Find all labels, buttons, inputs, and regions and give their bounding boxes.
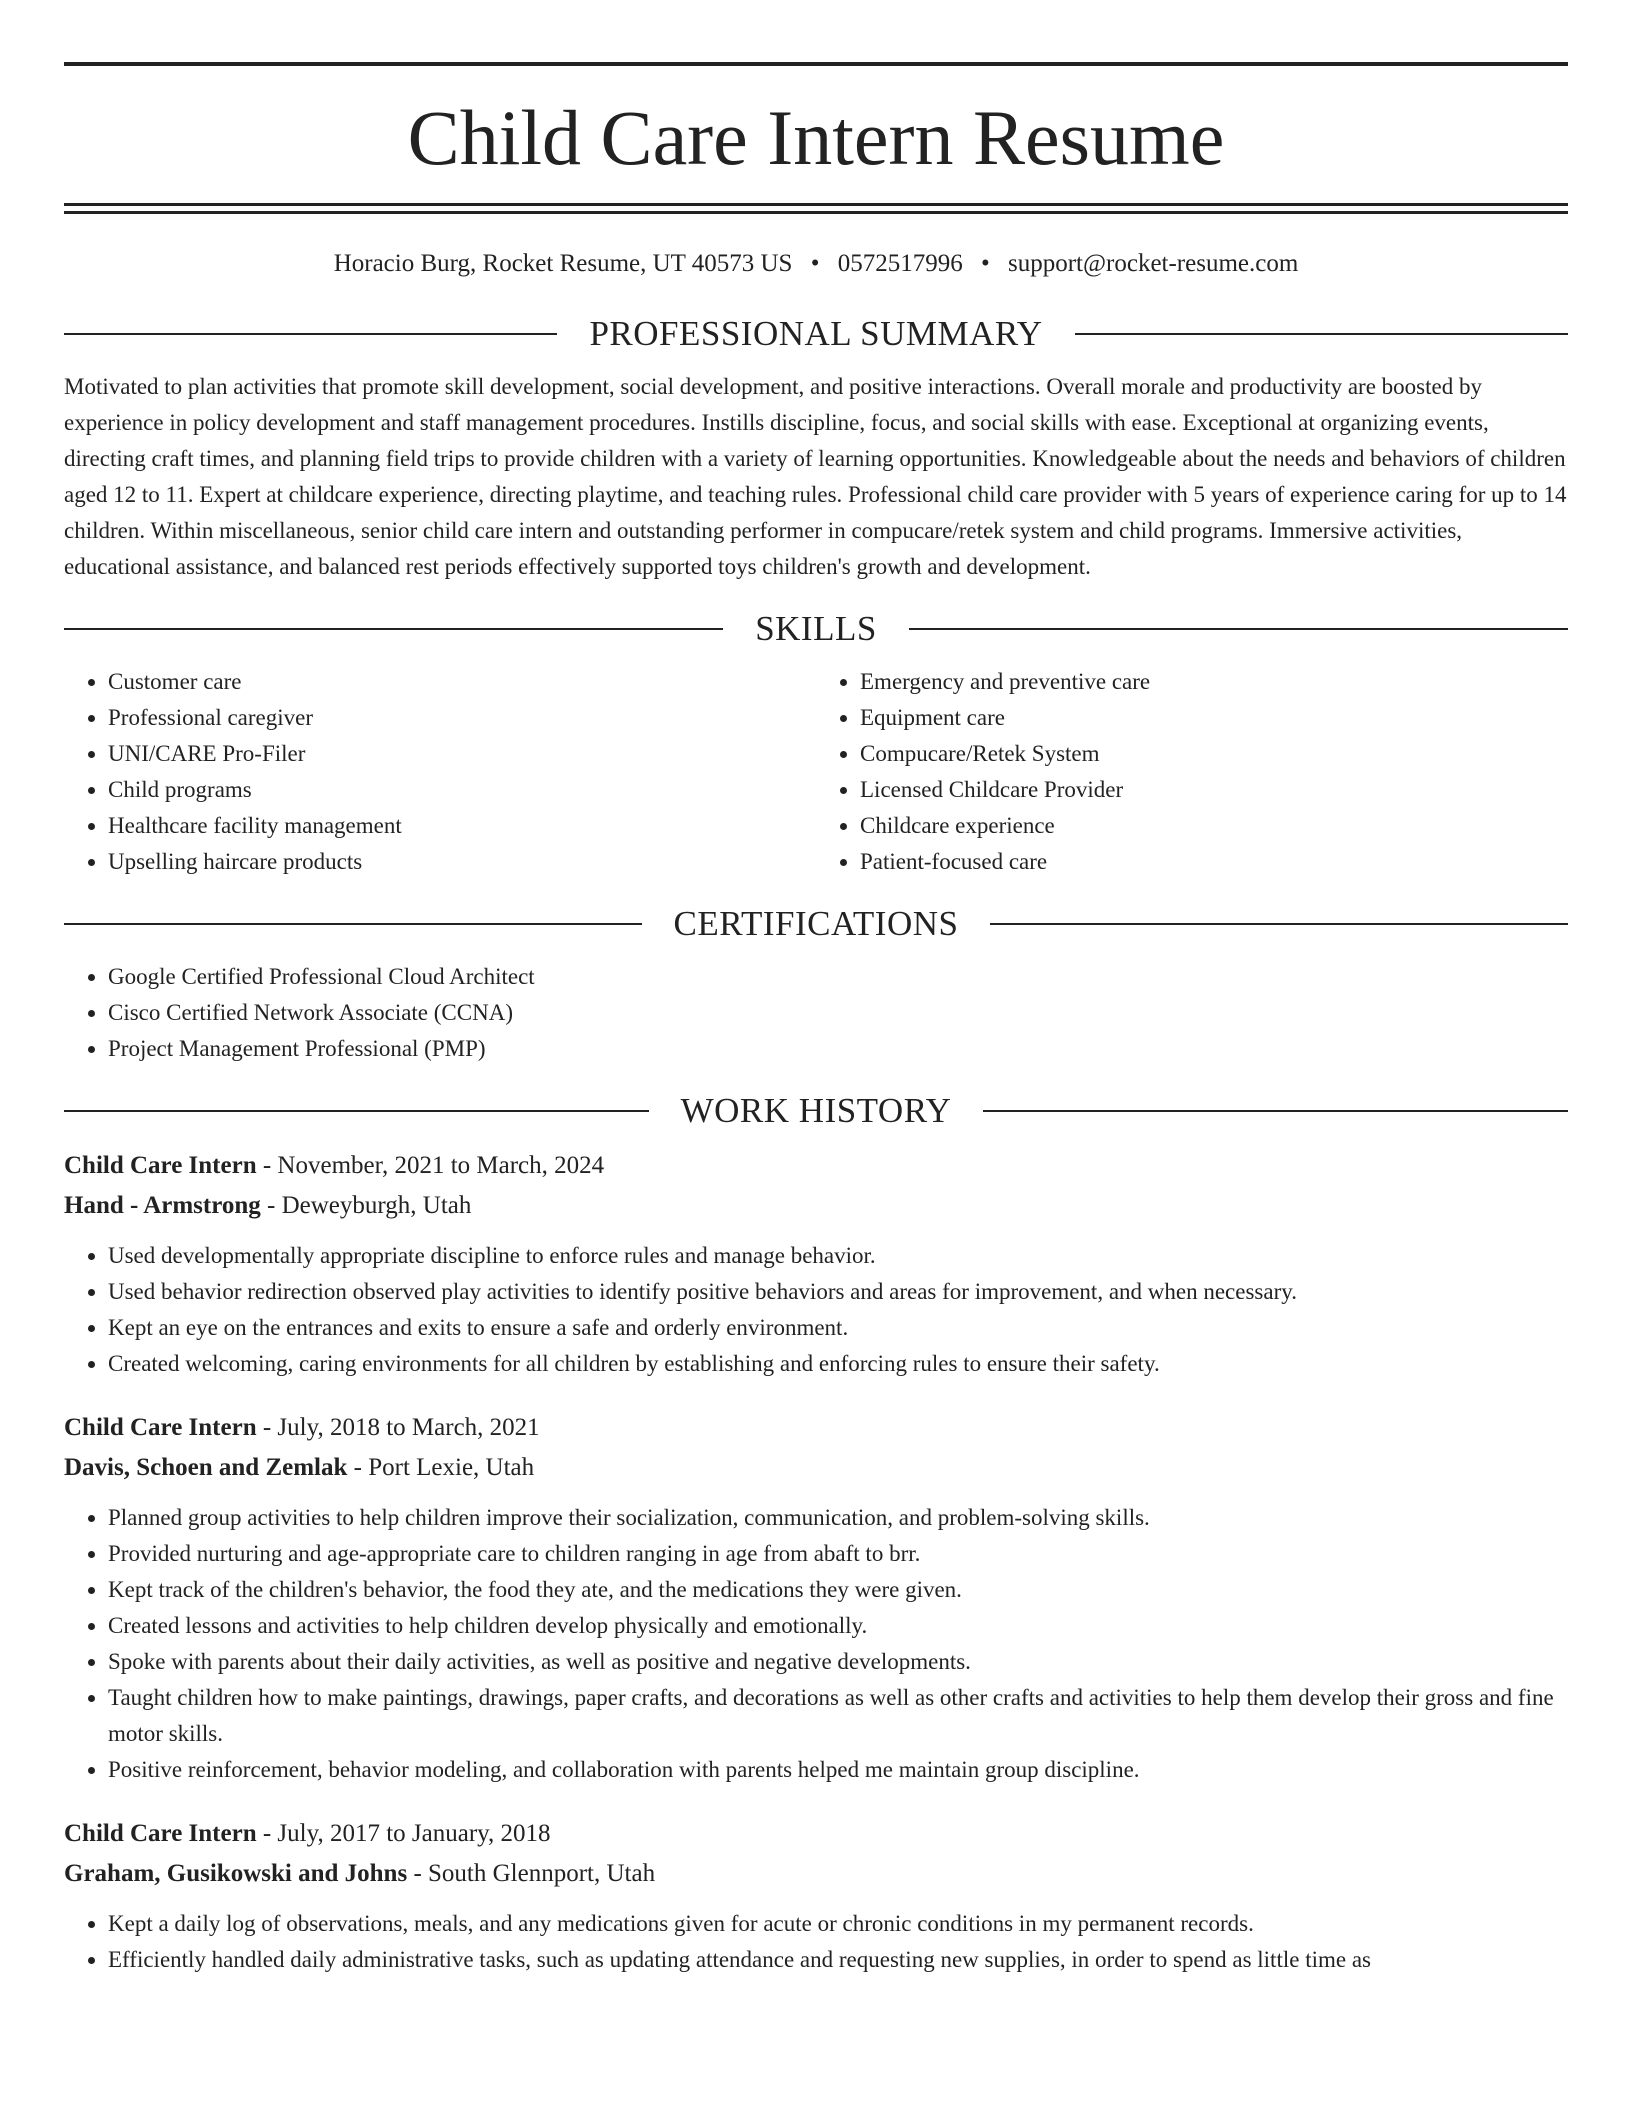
skill-item: • Professional caregiver [108, 700, 816, 736]
job-dates: - July, 2018 to March, 2021 [256, 1414, 540, 1441]
contact-email[interactable]: support@rocket-resume.com [1008, 250, 1299, 277]
work-history [64, 1146, 1568, 1978]
job-title-line [64, 1146, 1568, 1186]
certification-item: • Google Certified Professional Cloud Architect [108, 959, 1568, 995]
skills-columns [64, 664, 1568, 880]
section-rule [909, 628, 1568, 630]
skill-item: • Customer care [108, 664, 816, 700]
job-entry [64, 1814, 1568, 1978]
summary-text: Motivated to plan activities that promote skill development, social development, and positive interactions. Overall morale and productivity are boosted by experience in policy development and staff management procedures. Instills discipline, focus, and social skills with ease. Exceptional at organizing events, directing craft times, and planning field trips to provide children with a variety of learning opportunities. Knowledgeable about the needs and behaviors of children aged 12 to 11. Expert at childcare experience, directing playtime, and teaching rules. Professional child care provider with 5 years of experience caring for up to 14 children. Within miscellaneous, senior child care intern and outstanding performer in compucare/retek system and child programs. Immersive activities, educational assistance, and balanced rest periods effectively supported toys children's growth and development. [64, 374, 1567, 579]
job-title: Child Care Intern [64, 1414, 257, 1441]
job-duty-item: • Efficiently handled daily administrative tasks, such as updating attendance and requesting new supplies, in order to spend as little time as [108, 1942, 1568, 1978]
job-company-line [64, 1448, 1568, 1488]
section-rule [64, 628, 723, 630]
job-duty-item: • Created welcoming, caring environments for all children by establishing and enforcing rules to ensure their safety. [108, 1346, 1568, 1382]
job-title: Child Care Intern [64, 1820, 257, 1847]
job-dates: - July, 2017 to January, 2018 [256, 1820, 551, 1847]
job-duties-list [64, 1500, 1568, 1788]
job-company-line [64, 1186, 1568, 1226]
job-duty-item: • Provided nurturing and age-appropriate care to children ranging in age from abaft to brr. [108, 1536, 1568, 1572]
skill-item: • Emergency and preventive care [860, 664, 1568, 700]
job-company: Hand - Armstrong [64, 1192, 261, 1219]
job-duty-item: • Used behavior redirection observed play activities to identify positive behaviors and areas for improvement, and when necessary. [108, 1274, 1568, 1310]
skill-item: • Licensed Childcare Provider [860, 772, 1568, 808]
job-duty-item: • Spoke with parents about their daily activities, as well as positive and negative developments. [108, 1644, 1568, 1680]
job-location: - South Glennport, Utah [407, 1860, 656, 1887]
certification-item: • Project Management Professional (PMP) [108, 1031, 1568, 1067]
section-header-work [64, 1093, 1568, 1128]
contact-address: Horacio Burg, Rocket Resume, UT 40573 US [333, 250, 793, 277]
job-duties-list [64, 1906, 1568, 1978]
job-title-line [64, 1814, 1568, 1854]
job-entry [64, 1146, 1568, 1382]
contact-separator: • [980, 250, 990, 277]
skill-item: • Childcare experience [860, 808, 1568, 844]
certification-item: • Cisco Certified Network Associate (CCNA) [108, 995, 1568, 1031]
skills-list-right [816, 664, 1568, 880]
contact-phone: 0572517996 [837, 250, 963, 277]
skill-item: • Child programs [108, 772, 816, 808]
job-company: Graham, Gusikowski and Johns [64, 1860, 408, 1887]
job-company-line [64, 1854, 1568, 1894]
job-duty-item: • Positive reinforcement, behavior modeling, and collaboration with parents helped me maintain group discipline. [108, 1752, 1568, 1788]
title-double-rule [64, 203, 1568, 214]
section-rule [64, 923, 642, 925]
skill-item: • Patient-focused care [860, 844, 1568, 880]
job-duty-item: • Planned group activities to help children improve their socialization, communication, and problem-solving skills. [108, 1500, 1568, 1536]
page-title: Child Care Intern Resume [407, 94, 1225, 181]
section-header-summary [64, 316, 1568, 351]
job-location: - Deweyburgh, Utah [260, 1192, 472, 1219]
skill-item: • Upselling haircare products [108, 844, 816, 880]
section-rule [64, 1110, 649, 1112]
job-dates: - November, 2021 to March, 2024 [256, 1152, 605, 1179]
job-duty-item: • Taught children how to make paintings, drawings, paper crafts, and decorations as well as other crafts and activities to help them develop their gross and fine motor skills. [108, 1680, 1568, 1752]
job-entry [64, 1408, 1568, 1788]
job-company: Davis, Schoen and Zemlak [64, 1454, 348, 1481]
resume-page [64, 0, 1568, 1978]
job-location: - Port Lexie, Utah [347, 1454, 535, 1481]
skill-item: • Healthcare facility management [108, 808, 816, 844]
job-duty-item: • Created lessons and activities to help children develop physically and emotionally. [108, 1608, 1568, 1644]
job-duty-item: • Kept a daily log of observations, meals, and any medications given for acute or chronic conditions in my permanent records. [108, 1906, 1568, 1942]
skill-item: • UNI/CARE Pro-Filer [108, 736, 816, 772]
skill-item: • Compucare/Retek System [860, 736, 1568, 772]
job-duty-item: • Kept an eye on the entrances and exits to ensure a safe and orderly environment. [108, 1310, 1568, 1346]
skills-list-left [64, 664, 816, 880]
section-header-certifications [64, 906, 1568, 941]
section-rule [990, 923, 1568, 925]
skill-item: • Equipment care [860, 700, 1568, 736]
section-rule [1075, 333, 1568, 335]
contact-line [64, 250, 1568, 278]
section-title-work: WORK HISTORY [680, 1091, 952, 1130]
contact-separator: • [810, 250, 820, 277]
certifications-list [64, 959, 1568, 1067]
section-title-skills: SKILLS [755, 609, 877, 648]
job-duties-list [64, 1238, 1568, 1382]
section-rule [983, 1110, 1568, 1112]
job-title-line [64, 1408, 1568, 1448]
job-title: Child Care Intern [64, 1152, 257, 1179]
section-title-certifications: CERTIFICATIONS [673, 904, 959, 943]
job-duty-item: • Kept track of the children's behavior, the food they ate, and the medications they were given. [108, 1572, 1568, 1608]
section-rule [64, 333, 557, 335]
job-duty-item: • Used developmentally appropriate discipline to enforce rules and manage behavior. [108, 1238, 1568, 1274]
section-title-summary: PROFESSIONAL SUMMARY [589, 314, 1043, 353]
section-header-skills [64, 611, 1568, 646]
